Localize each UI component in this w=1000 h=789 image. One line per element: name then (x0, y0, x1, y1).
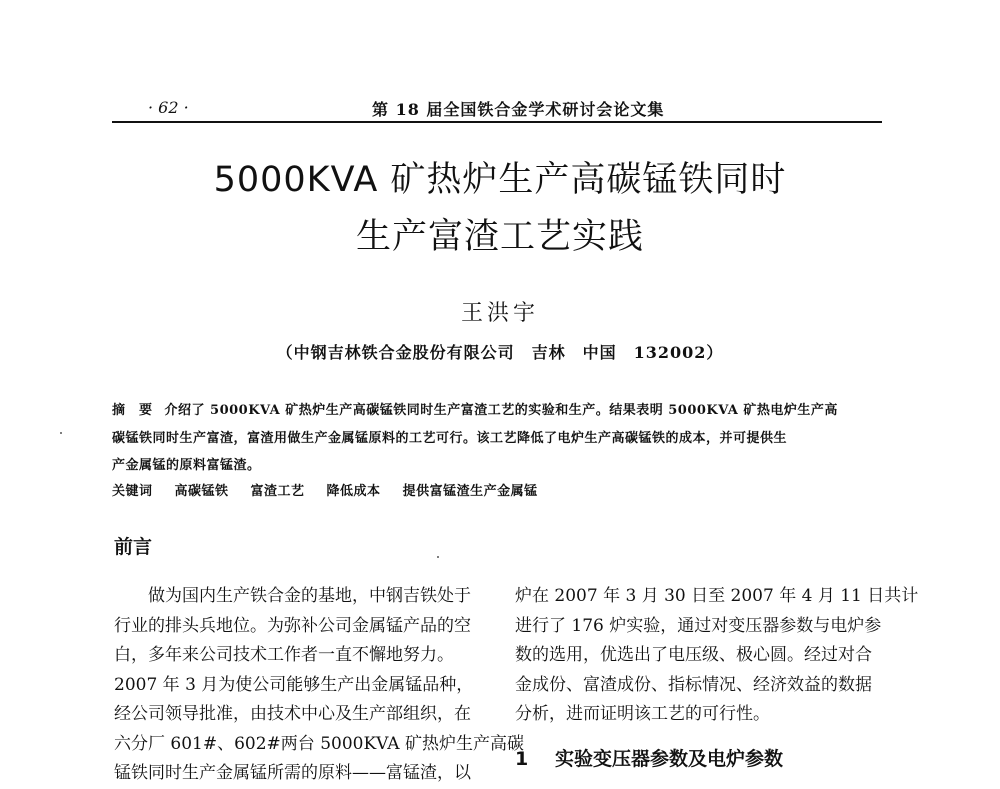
abstract-text: 碳锰铁同时生产富渣，富渣用做生产金属锰原料的工艺可行。该工艺降低了电炉生产高碳锰铁的成本，并可提供生 (112, 431, 788, 446)
body-line: 六分厂 601#、602#两台 5000KVA 矿热炉生产高碳 (114, 733, 524, 754)
subsection-title: 实验变压器参数及电炉参数 (555, 748, 784, 770)
scan-speck (60, 432, 62, 434)
body-line: 进行了 176 炉实验，通过对变压器参数与电炉参 (515, 615, 882, 636)
section-heading: 前言 (114, 536, 153, 558)
body-line: 2007 年 3 月为使公司能够生产出金属锰品种， (114, 674, 474, 695)
body-line: 白，多年来公司技术工作者一直不懈地努力。 (114, 645, 454, 665)
keyword: 高碳锰铁 (174, 484, 229, 499)
abstract-line (112, 399, 838, 418)
body-line: 金成份、富渣成份、指标情况、经济效益的数据 (515, 674, 872, 695)
paper-title-line-1: 5000KVA 矿热炉生产高碳锰铁同时 (213, 160, 787, 200)
header-rule (112, 121, 882, 123)
abstract-label: 摘 要 (112, 403, 153, 418)
author-affiliation: （中钢吉林铁合金股份有限公司 吉林 中国 132002） (276, 343, 724, 362)
page-number: · 62 · (148, 98, 189, 117)
body-line: 炉在 2007 年 3 月 30 日至 2007 年 4 月 11 日共计 (515, 586, 919, 606)
body-line: 分析，进而证明该工艺的可行性。 (515, 704, 770, 724)
body-column-right (515, 582, 918, 730)
abstract-text: 产金属锰的原料富锰渣。 (112, 458, 261, 473)
keyword: 提供富锰渣生产金属锰 (402, 484, 538, 499)
subsection-heading (515, 744, 783, 771)
body-line: 经公司领导批准，由技术中心及生产部组织，在 (114, 704, 471, 724)
body-line: 行业的排头兵地位。为弥补公司金属锰产品的空 (114, 615, 471, 636)
keyword: 降低成本 (326, 484, 381, 499)
body-line: 锰铁同时生产金属锰所需的原料——富锰渣，以 (114, 763, 471, 783)
body-line: 数的选用，优选出了电压级、极心圆。经过对合 (515, 645, 872, 665)
scan-speck (437, 556, 439, 558)
body-column-left (114, 582, 524, 789)
author-name: 王洪宇 (460, 301, 539, 326)
keywords-label: 关键词 (112, 484, 153, 499)
subsection-number: 1 (515, 748, 529, 770)
keyword: 富渣工艺 (250, 484, 305, 499)
abstract-text: 介绍了 5000KVA 矿热炉生产高碳锰铁同时生产富渣工艺的实验和生产。结果表明 5000KVA 矿热电炉生产高 (164, 403, 838, 418)
paper-title-line-2: 生产富渣工艺实践 (355, 217, 644, 257)
keywords-line (112, 480, 538, 499)
body-line: 做为国内生产铁合金的基地，中钢吉铁处于 (148, 586, 471, 606)
running-head: 第 18 届全国铁合金学术研讨会论文集 (372, 100, 665, 119)
